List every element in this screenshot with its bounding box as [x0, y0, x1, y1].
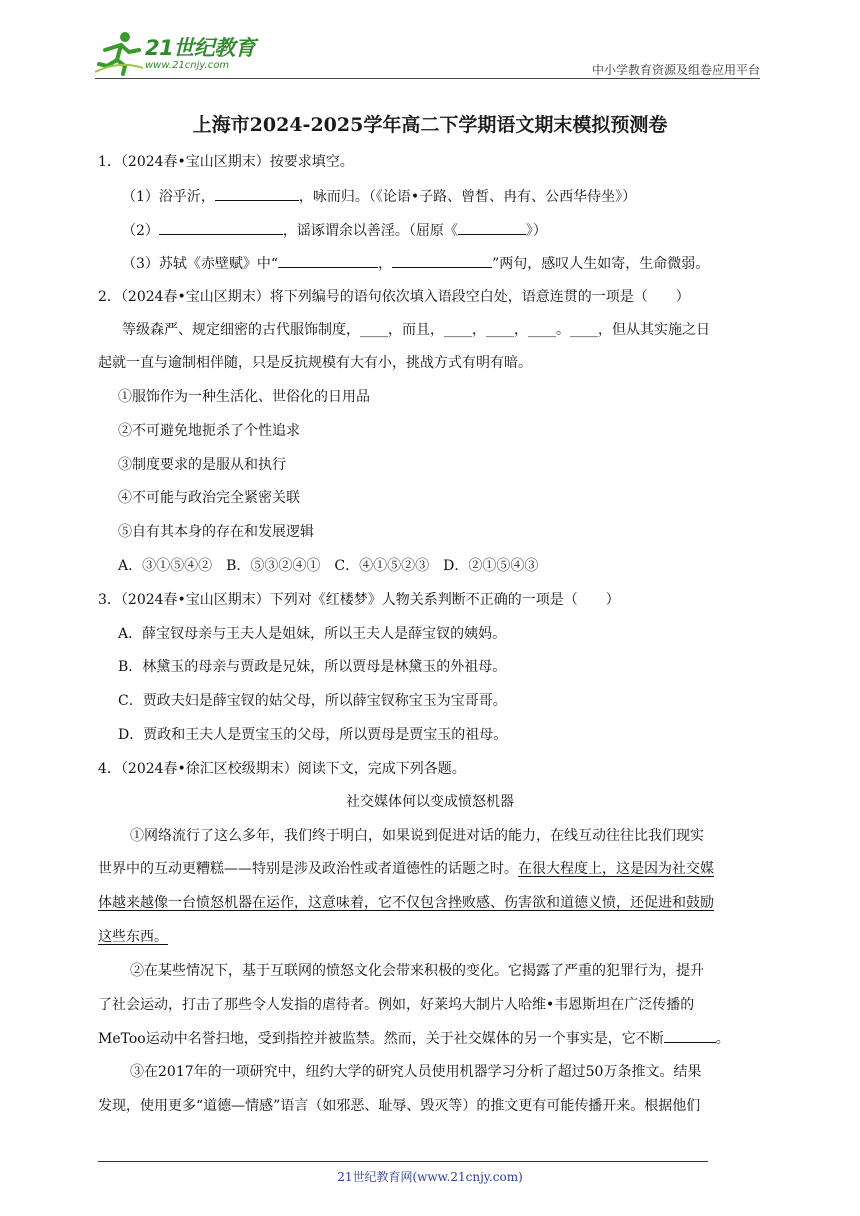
p1-line-2-plain: 世界中的互动更糟糕——特别是涉及政治性或者道德性的话题之时。: [98, 861, 518, 877]
p1-line-4: 这些东西。: [98, 929, 168, 945]
q1-line-1: [122, 186, 636, 207]
p3-line-1: ③在2017年的一项研究中，纽约大学的研究人员使用机器学习分析了超过50万条推文。结果: [130, 1064, 702, 1080]
p2-line-3-text: MeToo运动中名誉扫地，受到指控并被监禁。然而，关于社交媒体的另一个事实是，它不断: [98, 1031, 664, 1047]
q1-blank-4[interactable]: [278, 253, 378, 268]
q2-item-5: ⑤自有其本身的存在和发展逻辑: [118, 524, 314, 540]
runner-logo-icon: [95, 30, 143, 76]
q1-line-2: [122, 220, 547, 241]
exam-title: 上海市2024-2025学年高二下学期语文期末模拟预测卷: [192, 114, 668, 136]
q2-item-4: ④不可能与政治完全紧密关联: [118, 490, 300, 506]
header-divider: [95, 78, 760, 79]
q2-passage-line-1: 等级森严、规定细密的古代服饰制度，____，而且，____，____，____。____，但从其实施之日: [122, 322, 710, 338]
q1-line-1-a: （1）浴乎沂，: [122, 189, 215, 205]
p1-line-2: [98, 859, 714, 879]
q1-blank-5[interactable]: [392, 253, 492, 268]
q3-option-a: A．薛宝钗母亲与王夫人是姐妹，所以王夫人是薛宝钗的姨妈。: [118, 626, 507, 642]
page-footer[interactable]: 21世纪教育网(www.21cnjy.com): [337, 1170, 523, 1184]
q1-line-2-a: （2）: [122, 223, 159, 239]
q3-stem: 3．（2024春•宝山区期末）下列对《红楼梦》人物关系判断不正确的一项是（ ）: [98, 592, 620, 608]
site-logo[interactable]: [95, 30, 265, 78]
q2-item-2: ②不可避免地扼杀了个性追求: [118, 423, 300, 439]
q1-blank-3[interactable]: [458, 220, 526, 235]
p2-line-1: ②在某些情况下，基于互联网的愤怒文化会带来积极的变化。它揭露了严重的犯罪行为，提升: [130, 963, 704, 979]
q1-line-2-c: 》）: [525, 223, 547, 239]
p2-line-2: 了社会运动，打击了那些令人发指的虐待者。例如，好莱坞大制片人哈维•韦恩斯坦在广泛传播的: [98, 997, 695, 1013]
q1-blank-1[interactable]: [215, 186, 299, 201]
q3-option-b: B．林黛玉的母亲与贾政是兄妹，所以贾母是林黛玉的外祖母。: [118, 659, 507, 675]
p1-line-3: 体越来越像一台愤怒机器在运作，这意味着，它不仅包含挫败感、伤害欲和道德义愤，还促进和鼓励: [98, 895, 714, 911]
q1-line-2-b: ，谣诼谓余以善淫。（屈原《: [282, 223, 458, 239]
q4-stem: 4．（2024春•徐汇区校级期末）阅读下文，完成下列各题。: [98, 761, 466, 777]
logo-text: 21世纪教育: [145, 36, 256, 60]
p2-line-3: [98, 1028, 730, 1049]
platform-name: 中小学教育资源及组卷应用平台: [591, 63, 760, 77]
logo-url: www.21cnjy.com: [145, 60, 230, 71]
q1-line-3-c: ”两句，感叹人生如寄，生命微弱。: [492, 256, 710, 272]
page-header: [95, 30, 760, 80]
q2-item-1: ①服饰作为一种生活化、世俗化的日用品: [118, 389, 370, 405]
p2-line-3-end: 。: [715, 1031, 730, 1047]
q1-line-1-b: ，咏而归。（《论语•子路、曾皙、冉有、公西华侍坐》）: [298, 189, 637, 205]
q1-line-3-b: ，: [378, 256, 393, 272]
q2-item-3: ③制度要求的是服从和执行: [118, 457, 286, 473]
q1-stem: 1．（2024春•宝山区期末）按要求填空。: [98, 154, 354, 170]
p1-line-1: ①网络流行了这么多年，我们终于明白，如果说到促进对话的能力，在线互动往往比我们现实: [130, 828, 704, 844]
q1-line-3-a: （3）苏轼《赤壁赋》中“: [122, 256, 279, 272]
q1-line-3: [122, 253, 709, 274]
p3-line-2: 发现，使用更多“道德—情感”语言（如邪恶、耻辱、毁灭等）的推文更有可能传播开来。根据他们: [98, 1098, 701, 1114]
q3-option-d: D．贾政和王夫人是贾宝玉的父母，所以贾母是贾宝玉的祖母。: [118, 727, 508, 743]
q3-option-c: C．贾政夫妇是薛宝钗的姑父母，所以薛宝钗称宝玉为宝哥哥。: [118, 693, 507, 709]
p1-line-2-underlined: 在很大程度上，这是因为社交媒: [518, 861, 714, 877]
q2-options: A．③①⑤④② B．⑤③②④① C．④①⑤②③ D．②①⑤④③: [118, 558, 539, 574]
footer-divider: [98, 1161, 708, 1162]
q2-passage-line-2: 起就一直与逾制相伴随，只是反抗规模有大有小，挑战方式有明有暗。: [98, 355, 532, 371]
q1-blank-2[interactable]: [159, 220, 283, 235]
q2-stem: 2．（2024春•宝山区期末）将下列编号的语句依次填入语段空白处，语意连贯的一项是（ ）: [98, 289, 690, 305]
article-title: 社交媒体何以变成愤怒机器: [346, 794, 514, 810]
p2-blank[interactable]: [664, 1028, 716, 1043]
